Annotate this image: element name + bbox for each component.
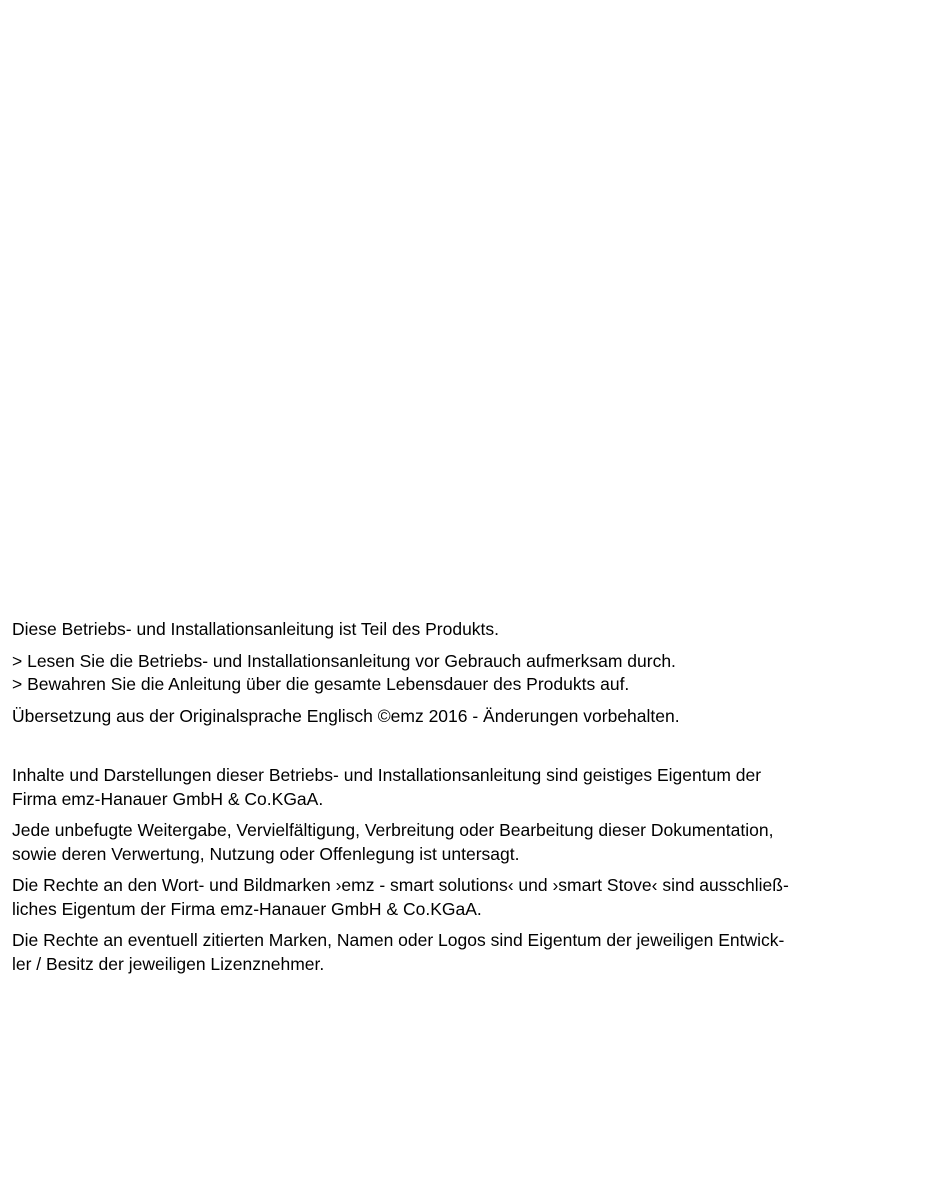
legal-paragraph-ip bbox=[12, 764, 882, 811]
legal-section bbox=[12, 764, 882, 984]
instruction-keep: > Bewahren Sie die Anleitung über die gesamte Lebensdauer des Produkts auf. bbox=[12, 674, 630, 694]
instruction-read: > Lesen Sie die Betriebs- und Installationsanleitung vor Gebrauch aufmerksam durch. bbox=[12, 650, 676, 671]
legal-line: Die Rechte an eventuell zitierten Marken, Namen oder Logos sind Eigentum der jeweiligen Entwick- bbox=[12, 930, 785, 950]
legal-line: ler / Besitz der jeweiligen Lizenznehmer. bbox=[12, 953, 325, 974]
intro-section bbox=[12, 618, 882, 728]
legal-line: Inhalte und Darstellungen dieser Betriebs- und Installationsanleitung sind geistiges Eigentum der bbox=[12, 765, 762, 785]
legal-paragraph-third-party bbox=[12, 929, 882, 976]
legal-line: Die Rechte an den Wort- und Bildmarken ›emz - smart solutions‹ und ›smart Stove‹ sind ausschließ- bbox=[12, 875, 789, 895]
legal-line: Firma emz-Hanauer GmbH & Co.KGaA. bbox=[12, 788, 324, 809]
legal-line: sowie deren Verwertung, Nutzung oder Offenlegung ist untersagt. bbox=[12, 843, 520, 864]
legal-paragraph-trademarks bbox=[12, 874, 882, 921]
legal-line: liches Eigentum der Firma emz-Hanauer GmbH & Co.KGaA. bbox=[12, 898, 482, 919]
translation-note: Übersetzung aus der Originalsprache Englisch ©emz 2016 - Änderungen vorbehalten. bbox=[12, 705, 680, 726]
intro-lead: Diese Betriebs- und Installationsanleitung ist Teil des Produkts. bbox=[12, 619, 500, 639]
legal-line: Jede unbefugte Weitergabe, Vervielfältigung, Verbreitung oder Bearbeitung dieser Dokumentation, bbox=[12, 820, 774, 840]
legal-paragraph-prohibition bbox=[12, 819, 882, 866]
